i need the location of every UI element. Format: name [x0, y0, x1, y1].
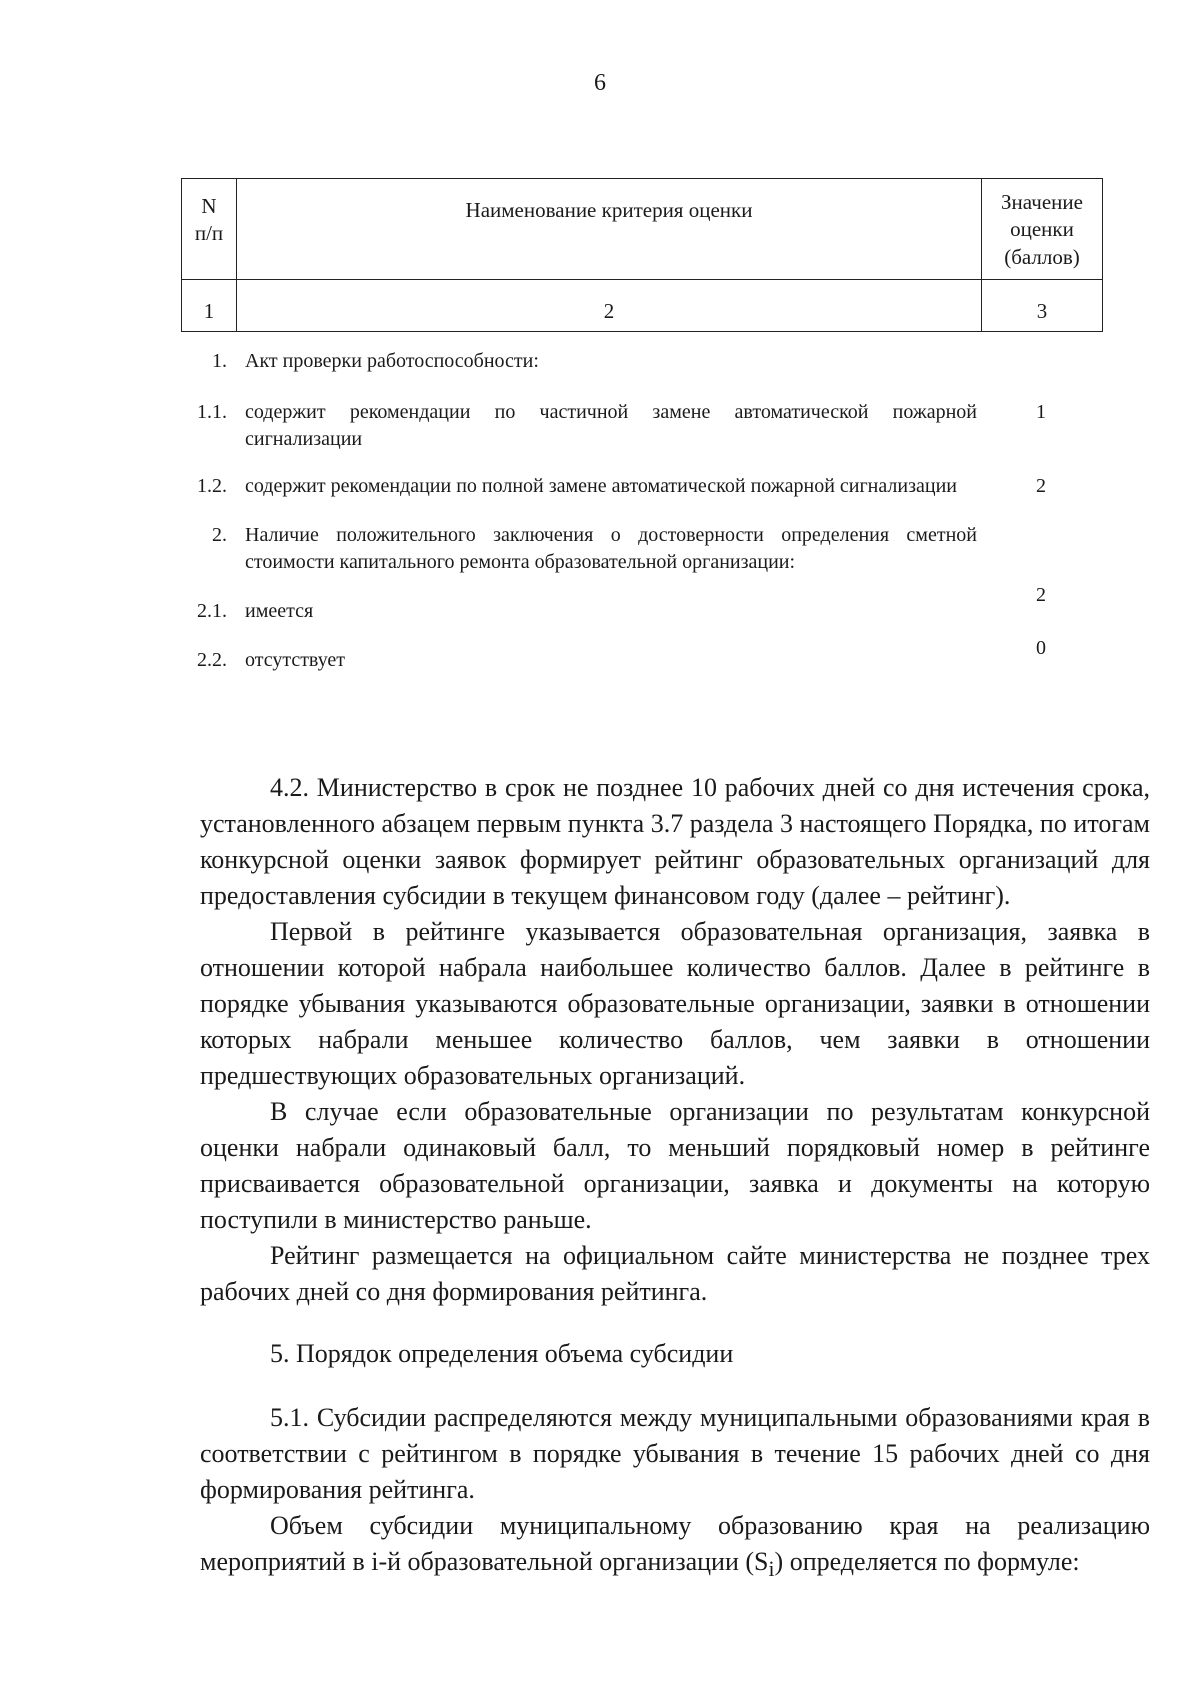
criterion-text: Наличие положительного заключения о достоверности определения сметной стоимости капитального ремонта образовательной организации: — [245, 524, 977, 573]
header-criterion-column: Наименование критерия оценки — [237, 179, 982, 280]
formula-text-after: ) определяется по формуле: — [774, 1547, 1080, 1576]
criterion-text: отсутствует — [245, 649, 346, 671]
paragraph-subsidy-formula — [200, 1508, 1150, 1587]
column-index-3: 3 — [982, 279, 1103, 331]
paragraph-equal-score: В случае если образовательные организации по результатам конкурсной оценки набрали одинаковый балл, то меньший порядковый номер в рейтинге присваивается образовательной организации, заявка и документы на которую поступили в министерство раньше. — [200, 1097, 1150, 1234]
criterion-row — [181, 348, 1103, 375]
criterion-number: 1. — [212, 350, 227, 372]
paragraph-rating-order: Первой в рейтинге указывается образовательная организация, заявка в отношении которой набрала наибольшее количество баллов. Далее в рейтинге в порядке убывания указываются образовательные организации, заявки в отношении которых набрали меньшее количество баллов, чем заявки в отношении предшествующих образовательных организаций. — [200, 917, 1150, 1090]
criterion-score: 2 — [1036, 584, 1046, 606]
body-text — [200, 770, 1150, 1587]
criterion-row — [181, 399, 1103, 453]
criterion-number: 2. — [212, 524, 227, 546]
criterion-score: 1 — [1036, 401, 1046, 423]
section-title: 5. Порядок определения объема субсидии — [270, 1339, 734, 1368]
criterion-text: Акт проверки работоспособности: — [245, 350, 539, 372]
criterion-row — [181, 522, 1103, 576]
criterion-number: 2.2. — [197, 649, 227, 671]
column-index-2: 2 — [237, 279, 982, 331]
paragraph-5-1: 5.1. Субсидии распределяются между муниципальными образованиями края в соответствии с рейтингом в порядке убывания в течение 15 рабочих дней со дня формирования рейтинга. — [200, 1403, 1150, 1504]
criteria-table-header — [181, 178, 1103, 332]
criterion-row — [181, 584, 1103, 625]
paragraph-4-2: 4.2. Министерство в срок не позднее 10 рабочих дней со дня истечения срока, установленного абзацем первым пункта 3.7 раздела 3 настоящего Порядка, по итогам конкурсной оценки заявок формирует рейтинг образовательных организаций для предоставления субсидии в текущем финансовом году (далее – рейтинг). — [200, 773, 1150, 910]
paragraph-rating-publication: Рейтинг размещается на официальном сайте министерства не позднее трех рабочих дней со дня формирования рейтинга. — [200, 1241, 1150, 1306]
criterion-score: 0 — [1036, 637, 1046, 659]
header-number-column: N п/п — [182, 179, 237, 280]
page-number: 6 — [594, 70, 606, 96]
header-score-column: Значение оценки (баллов) — [982, 179, 1103, 280]
formula-subscript: i — [768, 1557, 775, 1582]
formula-text-before: Объем субсидии муниципальному образованию края на реализацию мероприятий в i-й образовательной организации (S — [200, 1511, 1150, 1576]
criterion-text: содержит рекомендации по частичной замене автоматической пожарной сигнализации — [245, 401, 977, 450]
criteria-list — [181, 348, 1103, 692]
criterion-text: содержит рекомендации по полной замене автоматической пожарной сигнализации — [245, 475, 958, 497]
criterion-number: 2.1. — [197, 600, 227, 622]
criterion-number: 1.1. — [197, 401, 227, 423]
criterion-number: 1.2. — [197, 475, 227, 497]
criterion-text: имеется — [245, 600, 314, 622]
criterion-row — [181, 473, 1103, 500]
criterion-score: 2 — [1036, 475, 1046, 497]
criterion-row — [181, 637, 1103, 674]
column-index-1: 1 — [182, 279, 237, 331]
